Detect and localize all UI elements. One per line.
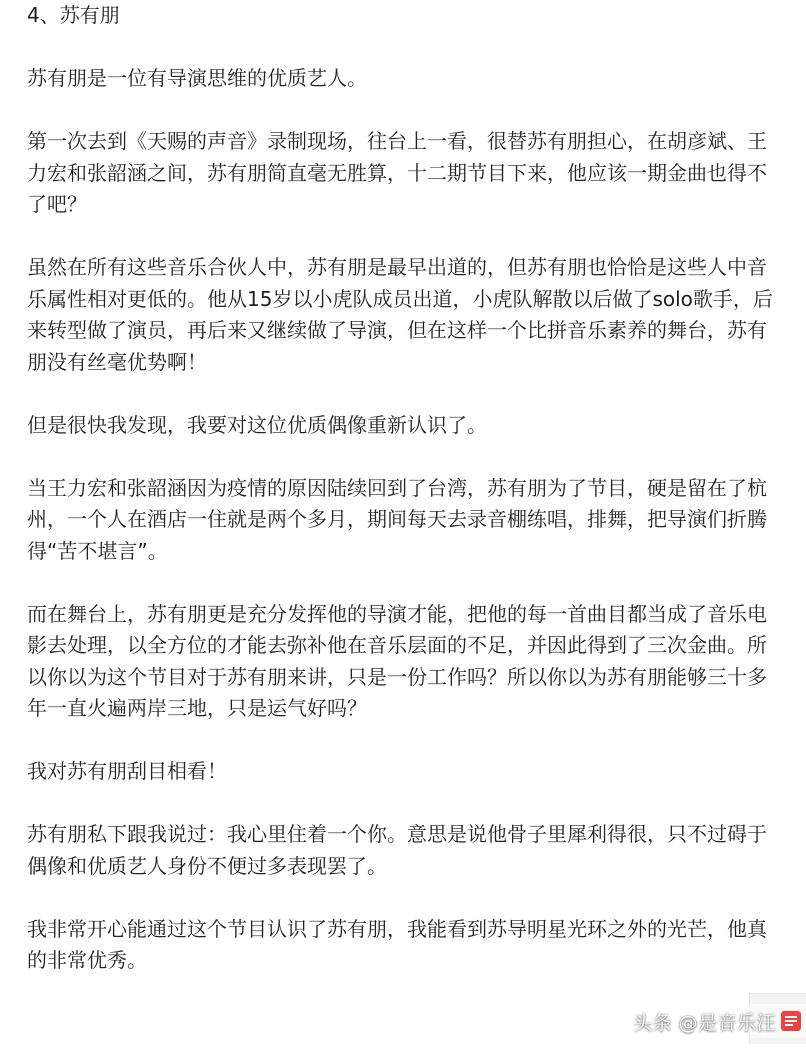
paragraph-2: 第一次去到《天赐的声音》录制现场，往台上一看，很替苏有朋担心，在胡彦斌、王力宏和张韶涵之间，苏有朋简直毫无胜算，十二期节目下来，他应该一期金曲也得不了吧？	[27, 129, 767, 216]
toutiao-logo-icon	[780, 1010, 802, 1032]
paragraph-3: 虽然在所有这些音乐合伙人中，苏有朋是最早出道的，但苏有朋也恰恰是这些人中音乐属性相对更低的。他从15岁以小虎队成员出道，小虎队解散以后做了solo歌手，后来转型做了演员，再后来又继续做了导演，但在这样一个比拼音乐素养的舞台，苏有朋没有丝毫优势啊！	[27, 255, 773, 374]
paragraph-9: 我非常开心能通过这个节目认识了苏有朋，我能看到苏导明星光环之外的光芒，他真的非常优秀。	[27, 916, 767, 972]
paragraph-6: 而在舞台上，苏有朋更是充分发挥他的导演才能，把他的每一首曲目都当成了音乐电影去处理，以全方位的才能去弥补他在音乐层面的不足，并因此得到了三次金曲。所以你以为这个节目对于苏有朋来讲，只是一份工作吗？所以你以为苏有朋能够三十多年一直火遍两岸三地，只是运气好吗？	[27, 601, 767, 720]
paragraph-4: 但是很快我发现，我要对这位优质偶像重新认识了。	[27, 412, 487, 437]
paragraph-5: 当王力宏和张韶涵因为疫情的原因陆续回到了台湾，苏有朋为了节目，硬是留在了杭州，一个人在酒店一住就是两个多月，期间每天去录音棚练唱，排舞，把导演们折腾得“苦不堪言”。	[27, 475, 767, 563]
watermark	[627, 1004, 806, 1038]
article-body	[27, 0, 775, 977]
paragraph-7: 我对苏有朋刮目相看！	[27, 759, 227, 783]
paragraph-8: 苏有朋私下跟我说过：我心里住着一个你。意思是说他骨子里犀利得很，只不过碍于偶像和优质艺人身份不便过多表现罢了。	[27, 822, 767, 878]
paragraph-1: 苏有朋是一位有导演思维的优质艺人。	[27, 66, 367, 90]
watermark-text: 头条 @是音乐汪	[632, 1011, 776, 1034]
section-heading: 4、苏有朋	[27, 3, 120, 27]
